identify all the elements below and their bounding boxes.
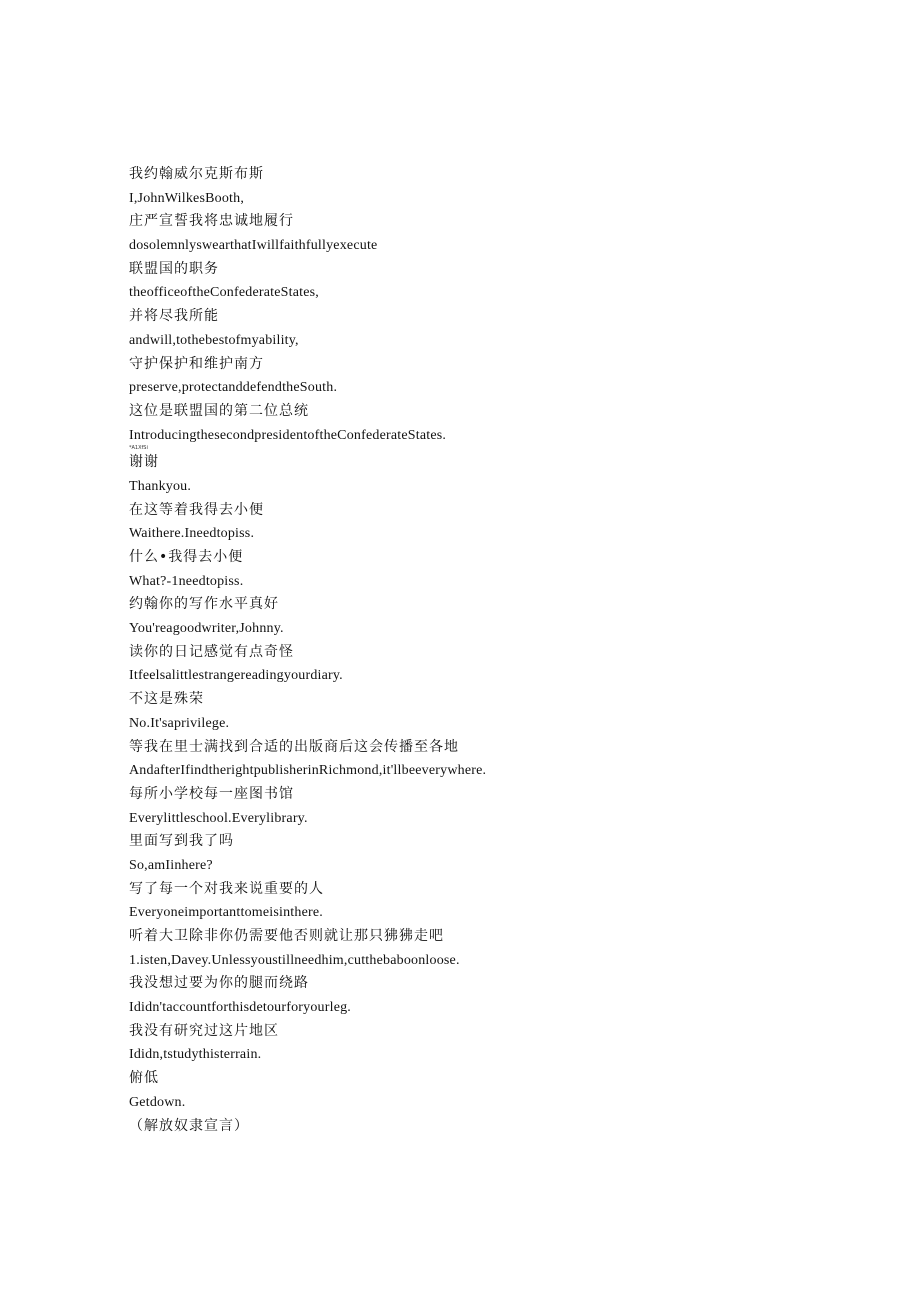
subtitle-transcript <box>129 163 829 1138</box>
subtitle-line-zh: 什么•我得去小便 <box>129 549 244 565</box>
subtitle-line-en: What?-1needtopiss. <box>129 573 244 589</box>
subtitle-line-zh: 里面写到我了吗 <box>129 833 234 850</box>
subtitle-line-zh: 读你的日记感觉有点奇怪 <box>129 643 294 660</box>
subtitle-line-zh: （解放奴隶宣言） <box>129 1117 249 1134</box>
subtitle-line-en: Everyoneimportanttomeisinthere. <box>129 905 323 921</box>
subtitle-line-zh: 每所小学校每一座图书馆 <box>129 785 294 802</box>
subtitle-line-zh: 守护保护和维护南方 <box>129 355 264 372</box>
subtitle-line-en: Itfeelsalittlestrangereadingyourdiary. <box>129 668 343 684</box>
subtitle-line-en: Getdown. <box>129 1094 186 1110</box>
subtitle-line-en: So,amIinhere? <box>129 857 213 873</box>
subtitle-line-zh: 并将尽我所能 <box>129 308 219 325</box>
subtitle-line-zh: 约翰你的写作水平真好 <box>129 596 279 613</box>
subtitle-line-zh: 庄严宣誓我将忠诚地履行 <box>129 213 294 230</box>
subtitle-line-en: 1.isten,Davey.Unlessyoustillneedhim,cutthebaboonloose. <box>129 952 460 968</box>
subtitle-line-zh: 我没想过要为你的腿而绕路 <box>129 975 309 992</box>
subtitle-line-en: Waithere.Ineedtopiss. <box>129 526 255 542</box>
subtitle-line-zh: 联盟国的职务 <box>129 260 219 277</box>
ocr-artifact-text: *A1XfSi <box>129 445 148 452</box>
subtitle-line-zh: 我约翰威尔克斯布斯 <box>129 166 264 182</box>
subtitle-line-zh: 写了每一个对我来说重要的人 <box>129 880 324 897</box>
subtitle-line-zh: 这位是联盟国的第二位总统 <box>129 402 309 419</box>
subtitle-line-en: preserve,protectanddefendtheSouth. <box>129 380 338 396</box>
subtitle-line-zh: 在这等着我得去小便 <box>129 501 264 518</box>
subtitle-line-en: I,JohnWilkesBooth, <box>129 190 245 206</box>
subtitle-line-en: dosolemnlyswearthatIwillfaithfullyexecute <box>129 238 378 254</box>
subtitle-line-en: andwill,tothebestofmyability, <box>129 332 299 348</box>
subtitle-line-en: Everylittleschool.Everylibrary. <box>129 810 308 826</box>
subtitle-line-en: AndafterIfindtherightpublisherinRichmond,it'llbeeverywhere. <box>129 763 487 779</box>
subtitle-line-zh: 谢谢 <box>129 454 159 471</box>
subtitle-line-zh: 俯低 <box>129 1070 159 1087</box>
subtitle-line-en: Ididn,tstudythisterrain. <box>129 1047 262 1063</box>
subtitle-line-en: IntroducingthesecondpresidentoftheConfederateStates. <box>129 427 447 443</box>
subtitle-line-zh: 我没有研究过这片地区 <box>129 1022 279 1039</box>
subtitle-line-en: Ididn'taccountforthisdetourforyourleg. <box>129 1000 352 1016</box>
subtitle-line-en: theofficeoftheConfederateStates, <box>129 285 320 301</box>
subtitle-line-zh: 等我在里士满找到合适的出版商后这会传播至各地 <box>129 738 459 755</box>
subtitle-line-zh: 听着大卫除非你仍需要他否则就让那只狒狒走吧 <box>129 928 444 944</box>
subtitle-line-en: Thankyou. <box>129 478 192 494</box>
subtitle-line-en: You'reagoodwriter,Johnny. <box>129 621 284 637</box>
subtitle-line-zh: 不这是殊荣 <box>129 691 204 708</box>
subtitle-line-en: No.It'saprivilege. <box>129 715 230 731</box>
